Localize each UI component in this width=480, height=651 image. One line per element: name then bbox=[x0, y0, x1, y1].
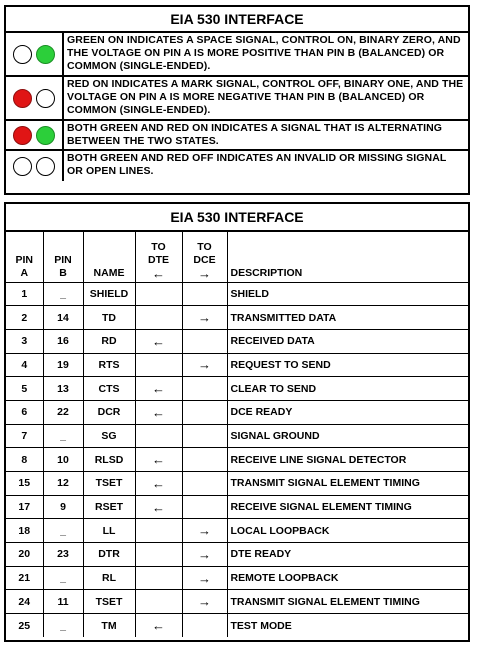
header-line: PIN bbox=[54, 253, 72, 266]
description-cell: RECEIVE LINE SIGNAL DETECTOR bbox=[227, 448, 468, 472]
to-dte-arrow-cell: ← bbox=[135, 329, 182, 353]
header-line: TO bbox=[197, 240, 212, 253]
signal-name-cell: SG bbox=[83, 424, 135, 448]
to-dte-arrow-cell bbox=[135, 424, 182, 448]
to-dte-arrow-cell bbox=[135, 519, 182, 543]
description-cell: REMOTE LOOPBACK bbox=[227, 566, 468, 590]
signal-name-cell: TD bbox=[83, 306, 135, 330]
legend-text: GREEN ON INDICATES A SPACE SIGNAL, CONTROL ON, BINARY ZERO, AND THE VOLTAGE ON PIN A IS MORE POSITIVE THAN PIN B (BALANCED) OR COMMON (SINGLE-ENDED). bbox=[67, 34, 461, 72]
pin-b-cell: 23 bbox=[43, 543, 83, 567]
pin-b-cell: 13 bbox=[43, 377, 83, 401]
to-dte-arrow-cell: ← bbox=[135, 400, 182, 424]
pin-a-cell: 25 bbox=[6, 614, 43, 638]
signal-name-cell: DCR bbox=[83, 400, 135, 424]
table-row bbox=[6, 519, 468, 543]
right-arrow-icon: → bbox=[198, 265, 211, 281]
to-dce-arrow-cell bbox=[182, 400, 227, 424]
table-row bbox=[6, 400, 468, 424]
description-cell: CLEAR TO SEND bbox=[227, 377, 468, 401]
led-off-icon bbox=[13, 45, 32, 64]
pinout-table bbox=[6, 232, 468, 637]
table-row bbox=[6, 329, 468, 353]
to-dce-arrow-cell: → bbox=[182, 590, 227, 614]
pin-a-cell: 20 bbox=[6, 543, 43, 567]
header-line: DTE bbox=[148, 253, 169, 266]
to-dce-arrow-cell bbox=[182, 448, 227, 472]
to-dte-arrow-cell: ← bbox=[135, 495, 182, 519]
description-cell: RECEIVED DATA bbox=[227, 329, 468, 353]
table-row bbox=[6, 495, 468, 519]
signal-name-cell: DTR bbox=[83, 543, 135, 567]
pin-b-cell: 9 bbox=[43, 495, 83, 519]
left-arrow-icon: ← bbox=[152, 265, 165, 281]
pin-b-cell: 16 bbox=[43, 329, 83, 353]
pin-b-cell: 19 bbox=[43, 353, 83, 377]
signal-name-cell: RLSD bbox=[83, 448, 135, 472]
pin-a-cell: 18 bbox=[6, 519, 43, 543]
led-pair bbox=[6, 121, 64, 149]
legend-row-red bbox=[6, 77, 468, 121]
table-row bbox=[6, 614, 468, 638]
table-title: EIA 530 INTERFACE bbox=[6, 204, 468, 232]
led-green-icon bbox=[36, 126, 55, 145]
description-cell: LOCAL LOOPBACK bbox=[227, 519, 468, 543]
to-dte-arrow-cell bbox=[135, 566, 182, 590]
to-dce-arrow-cell bbox=[182, 495, 227, 519]
pin-a-cell: 1 bbox=[6, 282, 43, 306]
to-dce-arrow-cell bbox=[182, 472, 227, 496]
header-to-dte bbox=[135, 232, 182, 282]
led-green-icon bbox=[36, 45, 55, 64]
signal-name-cell: RL bbox=[83, 566, 135, 590]
to-dte-arrow-cell bbox=[135, 543, 182, 567]
pin-b-cell: 11 bbox=[43, 590, 83, 614]
pin-a-cell: 24 bbox=[6, 590, 43, 614]
to-dte-arrow-cell: ← bbox=[135, 614, 182, 638]
header-line: A bbox=[20, 266, 29, 279]
pin-b-cell: 12 bbox=[43, 472, 83, 496]
legend-title: EIA 530 INTERFACE bbox=[6, 7, 468, 33]
header-pin-b bbox=[43, 232, 83, 282]
led-legend-box bbox=[4, 5, 470, 195]
table-row bbox=[6, 306, 468, 330]
description-cell: RECEIVE SIGNAL ELEMENT TIMING bbox=[227, 495, 468, 519]
to-dte-arrow-cell bbox=[135, 306, 182, 330]
description-cell: TRANSMIT SIGNAL ELEMENT TIMING bbox=[227, 472, 468, 496]
header-pin-a bbox=[6, 232, 43, 282]
header-line: TO bbox=[151, 240, 166, 253]
header-to-dce bbox=[182, 232, 227, 282]
table-row bbox=[6, 590, 468, 614]
pin-b-cell: _ bbox=[43, 614, 83, 638]
header-name bbox=[83, 232, 135, 282]
description-cell: SIGNAL GROUND bbox=[227, 424, 468, 448]
to-dce-arrow-cell bbox=[182, 614, 227, 638]
to-dce-arrow-cell bbox=[182, 282, 227, 306]
to-dce-arrow-cell bbox=[182, 377, 227, 401]
legend-text: BOTH GREEN AND RED ON INDICATES A SIGNAL THAT IS ALTERNATING BETWEEN THE TWO STATES. bbox=[67, 122, 443, 147]
led-off-icon bbox=[13, 157, 32, 176]
pin-b-cell: _ bbox=[43, 282, 83, 306]
to-dce-arrow-cell: → bbox=[182, 519, 227, 543]
pin-a-cell: 21 bbox=[6, 566, 43, 590]
to-dce-arrow-cell bbox=[182, 424, 227, 448]
signal-name-cell: RD bbox=[83, 329, 135, 353]
description-cell: REQUEST TO SEND bbox=[227, 353, 468, 377]
header-description bbox=[227, 232, 468, 282]
description-cell: DCE READY bbox=[227, 400, 468, 424]
pin-b-cell: 10 bbox=[43, 448, 83, 472]
header-line: DCE bbox=[193, 253, 216, 266]
table-row bbox=[6, 377, 468, 401]
to-dte-arrow-cell bbox=[135, 353, 182, 377]
signal-name-cell: SHIELD bbox=[83, 282, 135, 306]
led-off-icon bbox=[36, 89, 55, 108]
pin-a-cell: 17 bbox=[6, 495, 43, 519]
table-row bbox=[6, 353, 468, 377]
to-dte-arrow-cell bbox=[135, 590, 182, 614]
to-dce-arrow-cell: → bbox=[182, 306, 227, 330]
table-header-row bbox=[6, 232, 468, 282]
pin-a-cell: 8 bbox=[6, 448, 43, 472]
led-off-icon bbox=[36, 157, 55, 176]
to-dce-arrow-cell: → bbox=[182, 543, 227, 567]
pin-b-cell: _ bbox=[43, 566, 83, 590]
description-cell: SHIELD bbox=[227, 282, 468, 306]
table-row bbox=[6, 472, 468, 496]
description-cell: DTE READY bbox=[227, 543, 468, 567]
table-row bbox=[6, 448, 468, 472]
table-body bbox=[6, 282, 468, 637]
pin-b-cell: _ bbox=[43, 519, 83, 543]
led-red-icon bbox=[13, 89, 32, 108]
table-row bbox=[6, 282, 468, 306]
header-line: DESCRIPTION bbox=[230, 266, 303, 279]
description-cell: TRANSMITTED DATA bbox=[227, 306, 468, 330]
legend-row-both-on bbox=[6, 121, 468, 151]
signal-name-cell: LL bbox=[83, 519, 135, 543]
legend-row-green bbox=[6, 33, 468, 77]
to-dte-arrow-cell bbox=[135, 282, 182, 306]
table-row bbox=[6, 543, 468, 567]
signal-name-cell: TSET bbox=[83, 472, 135, 496]
pin-a-cell: 3 bbox=[6, 329, 43, 353]
header-line: B bbox=[59, 266, 67, 279]
signal-table-box bbox=[4, 202, 470, 642]
signal-name-cell: CTS bbox=[83, 377, 135, 401]
led-red-icon bbox=[13, 126, 32, 145]
table-row bbox=[6, 566, 468, 590]
to-dte-arrow-cell: ← bbox=[135, 472, 182, 496]
pin-a-cell: 7 bbox=[6, 424, 43, 448]
pin-a-cell: 4 bbox=[6, 353, 43, 377]
signal-name-cell: RSET bbox=[83, 495, 135, 519]
pin-a-cell: 2 bbox=[6, 306, 43, 330]
legend-text: BOTH GREEN AND RED OFF INDICATES AN INVALID OR MISSING SIGNAL OR OPEN LINES. bbox=[67, 152, 447, 177]
led-pair bbox=[6, 33, 64, 75]
signal-name-cell: TM bbox=[83, 614, 135, 638]
pin-a-cell: 5 bbox=[6, 377, 43, 401]
pin-a-cell: 15 bbox=[6, 472, 43, 496]
pin-b-cell: 22 bbox=[43, 400, 83, 424]
to-dte-arrow-cell: ← bbox=[135, 377, 182, 401]
header-line: NAME bbox=[93, 266, 125, 279]
led-pair bbox=[6, 151, 64, 181]
legend-text: RED ON INDICATES A MARK SIGNAL, CONTROL OFF, BINARY ONE, AND THE VOLTAGE ON PIN A IS MORE NEGATIVE THAN PIN B (BALANCED) OR COMMON (SINGLE-ENDED). bbox=[67, 78, 464, 116]
table-row bbox=[6, 424, 468, 448]
legend-row-both-off bbox=[6, 151, 468, 181]
signal-name-cell: RTS bbox=[83, 353, 135, 377]
led-pair bbox=[6, 77, 64, 119]
pin-b-cell: 14 bbox=[43, 306, 83, 330]
header-line: PIN bbox=[15, 253, 33, 266]
description-cell: TEST MODE bbox=[227, 614, 468, 638]
signal-name-cell: TSET bbox=[83, 590, 135, 614]
to-dce-arrow-cell: → bbox=[182, 353, 227, 377]
to-dce-arrow-cell bbox=[182, 329, 227, 353]
pin-b-cell: _ bbox=[43, 424, 83, 448]
to-dte-arrow-cell: ← bbox=[135, 448, 182, 472]
pin-a-cell: 6 bbox=[6, 400, 43, 424]
description-cell: TRANSMIT SIGNAL ELEMENT TIMING bbox=[227, 590, 468, 614]
to-dce-arrow-cell: → bbox=[182, 566, 227, 590]
